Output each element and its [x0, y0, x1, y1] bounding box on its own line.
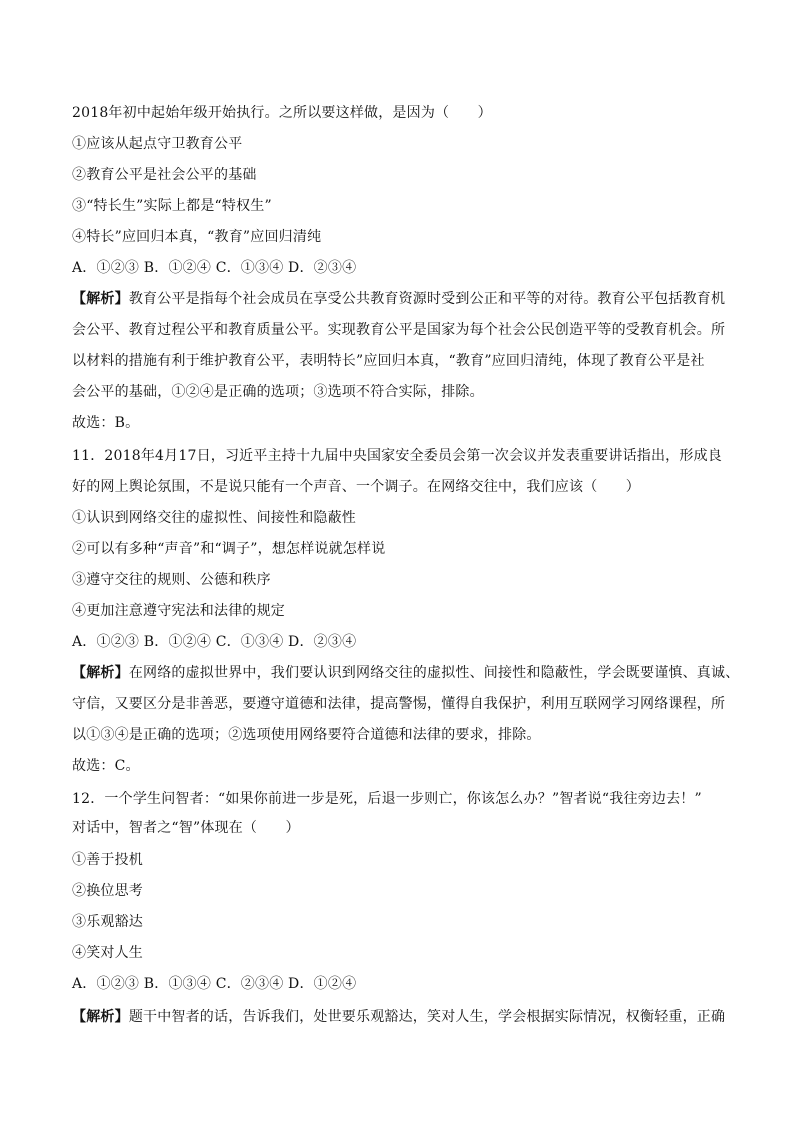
analysis-tag: 【解析】 — [72, 291, 129, 307]
q10-choices: A．①②③ B．①②④ C．①③④ D．②③④ — [72, 260, 357, 276]
q11-analysis-line-3: 以①③④是正确的选项；②选项使用网络要符合道德和法律的要求，排除。 — [72, 727, 541, 743]
q11-analysis-line-2: 守信，又要区分是非善恶，要遵守道德和法律，提高警惕，懂得自我保护，利用互联网学习网络课程，所 — [72, 696, 726, 712]
q11-stem-line-2: 好的网上舆论氛围，不是说只能有一个声音、一个调子。在网络交往中，我们应该（ ） — [72, 479, 640, 495]
q10-option-1: ①应该从起点守卫教育公平 — [72, 136, 243, 152]
q11-option-4: ④更加注意遵守宪法和法律的规定 — [72, 603, 285, 619]
q11-stem-line-1: 11．2018年4月17日，习近平主持十九届中央国家安全委员会第一次会议并发表重要讲话指出，形成良 — [72, 448, 722, 464]
q10-analysis-line-1: 【解析】教育公平是指每个社会成员在享受公共教育资源时受到公正和平等的对待。教育公平包括教育机 — [72, 291, 726, 307]
q11-option-1: ①认识到网络交往的虚拟性、间接性和隐蔽性 — [72, 510, 356, 526]
analysis-tag: 【解析】 — [72, 665, 129, 681]
q10-option-2: ②教育公平是社会公平的基础 — [72, 167, 257, 183]
q12-analysis-line-1: 【解析】题干中智者的话，告诉我们，处世要乐观豁达，笑对人生，学会根据实际情况，权衡轻重，正确 — [72, 1009, 726, 1025]
q12-stem-line-1: 12．一个学生问智者：“如果你前进一步是死，后退一步则亡，你该怎么办？”智者说“我往旁边去！” — [72, 791, 702, 807]
q10-stem-tail: 2018年初中起始年级开始执行。之所以要这样做，是因为（ ） — [72, 105, 492, 121]
q11-choices: A．①②③ B．①②④ C．①③④ D．②③④ — [72, 634, 357, 650]
q10-analysis-line-4: 会公平的基础，①②④是正确的选项；③选项不符合实际，排除。 — [72, 384, 484, 400]
q10-option-3: ③“特长生”实际上都是“特权生” — [72, 198, 272, 214]
q12-choices: A．①②③ B．①③④ C．②③④ D．①②④ — [72, 976, 357, 992]
q10-analysis-line-3: 以材料的措施有利于维护教育公平，表明特长”应回归本真，“教育”应回归清纯，体现了教育公平是社 — [72, 353, 705, 369]
q11-option-2: ②可以有多种“声音”和“调子”，想怎样说就怎样说 — [72, 541, 386, 557]
q12-option-4: ④笑对人生 — [72, 945, 143, 961]
q12-option-3: ③乐观豁达 — [72, 914, 143, 930]
q10-analysis-line-2: 会公平、教育过程公平和教育质量公平。实现教育公平是国家为每个社会公民创造平等的受教育机会。所 — [72, 322, 726, 338]
q10-answer: 故选：B。 — [72, 415, 140, 431]
q12-stem-line-2: 对话中，智者之“智”体现在（ ） — [72, 820, 300, 836]
q11-answer: 故选：C。 — [72, 758, 140, 774]
q11-analysis-line-1: 【解析】在网络的虚拟世界中，我们要认识到网络交往的虚拟性、间接性和隐蔽性，学会既要谨慎、真诚、 — [72, 665, 740, 681]
q12-option-2: ②换位思考 — [72, 883, 143, 899]
q11-option-3: ③遵守交往的规则、公德和秩序 — [72, 572, 271, 588]
analysis-tag: 【解析】 — [72, 1009, 129, 1025]
q12-option-1: ①善于投机 — [72, 852, 143, 868]
q10-option-4: ④特长”应回归本真，“教育”应回归清纯 — [72, 229, 322, 245]
